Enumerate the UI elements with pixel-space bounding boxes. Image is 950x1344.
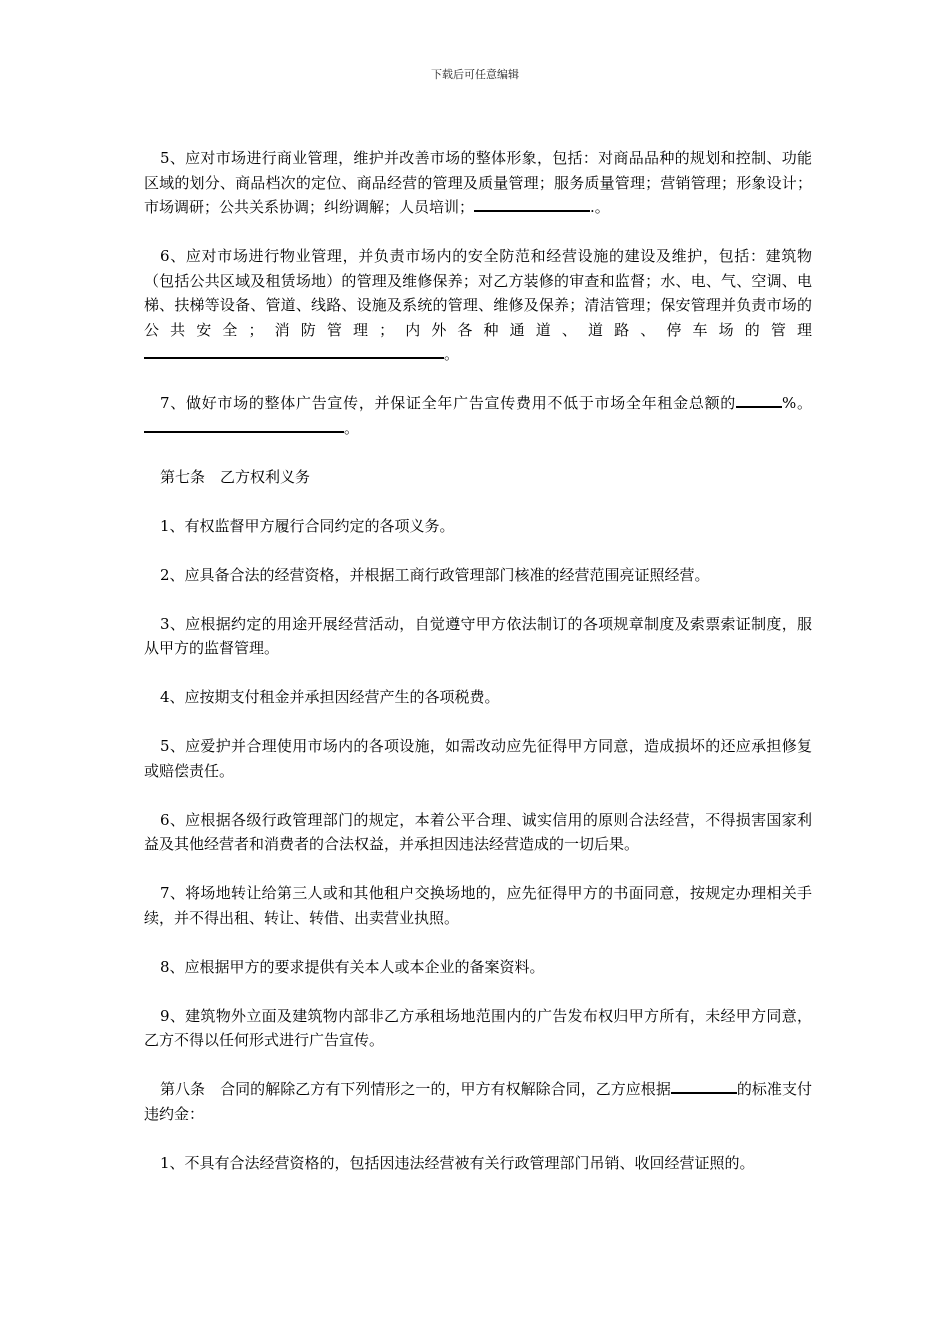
clause-6 — [144, 244, 812, 367]
article-7-item-4: 4、应按期支付租金并承担因经营产生的各项税费。 — [160, 688, 500, 706]
fill-in-blank — [144, 342, 444, 359]
clause-5 — [144, 146, 812, 220]
fill-in-blank — [474, 195, 590, 212]
article-7-item-5: 5、应爱护并合理使用市场内的各项设施，如需改动应先征得甲方同意，造成损坏的还应承担修复或赔偿责任。 — [144, 737, 812, 780]
fill-in-blank — [671, 1077, 737, 1094]
clause-6-end: 。 — [444, 345, 460, 363]
article-8-item-1: 1、不具有合法经营资格的，包括因违法经营被有关行政管理部门吊销、收回经营证照的。 — [160, 1153, 755, 1172]
article-7-item-6: 6、应根据各级行政管理部门的规定，本着公平合理、诚实信用的原则合法经营，不得损害国家利益及其他经营者和消费者的合法权益，并承担因违法经营造成的一切后果。 — [144, 810, 812, 853]
article-8-text: 第八条 合同的解除乙方有下列情形之一的，甲方有权解除合同，乙方应根据 — [160, 1080, 671, 1098]
clause-6-text: 6、应对市场进行物业管理，并负责市场内的安全防范和经营设施的建设及维护，包括：建筑物（包括公共区域及租赁场地）的管理及维修保养；对乙方装修的审查和监督；水、电、气、空调、电梯、扶梯等设备、管道、线路、设施及系统的管理、维修及保养；清洁管理；保安管理并负责市场的公共安全；消防管理；内外各种通道、道路、停车场的管理 — [144, 247, 812, 339]
clause-7 — [144, 391, 812, 440]
clause-7-end: 。 — [344, 418, 360, 437]
article-7-item-2: 2、应具备合法的经营资格，并根据工商行政管理部门核准的经营范围亮证照经营。 — [160, 565, 710, 584]
page-header: 下载后可任意编辑 — [431, 68, 519, 81]
article-8-end: 的标准支付违约金： — [144, 1080, 812, 1123]
article-7-item-9: 9、建筑物外立面及建筑物内部非乙方承租场地范围内的广告发布权归甲方所有，未经甲方同意，乙方不得以任何形式进行广告宣传。 — [144, 1006, 812, 1049]
clause-5-text: 5、应对市场进行商业管理，维护并改善市场的整体形象，包括：对商品品种的规划和控制、功能区域的划分、商品档次的定位、商品经营的管理及质量管理；服务质量管理；营销管理；形象设计；市场调研；公共关系协调；纠纷调解；人员培训； — [144, 149, 812, 216]
clause-5-end: .。 — [590, 198, 610, 216]
article-7-item-1: 1、有权监督甲方履行合同约定的各项义务。 — [160, 516, 455, 535]
article-7-item-8: 8、应根据甲方的要求提供有关本人或本企业的备案资料。 — [160, 957, 545, 976]
article-7-item-3: 3、应根据约定的用途开展经营活动，自觉遵守甲方依法制订的各项规章制度及索票索证制度，服从甲方的监督管理。 — [144, 614, 812, 657]
clause-7-mid: %。 — [782, 394, 812, 412]
article-7-title: 第七条 乙方权利义务 — [160, 467, 311, 486]
document-body — [144, 146, 812, 1175]
fill-in-blank — [144, 416, 344, 433]
article-8 — [144, 1077, 812, 1126]
article-7-item-7: 7、将场地转让给第三人或和其他租户交换场地的，应先征得甲方的书面同意，按规定办理相关手续，并不得出租、转让、转借、出卖营业执照。 — [144, 884, 812, 927]
clause-7-text: 7、做好市场的整体广告宣传，并保证全年广告宣传费用不低于市场全年租金总额的 — [160, 394, 737, 412]
fill-in-blank — [736, 391, 782, 408]
